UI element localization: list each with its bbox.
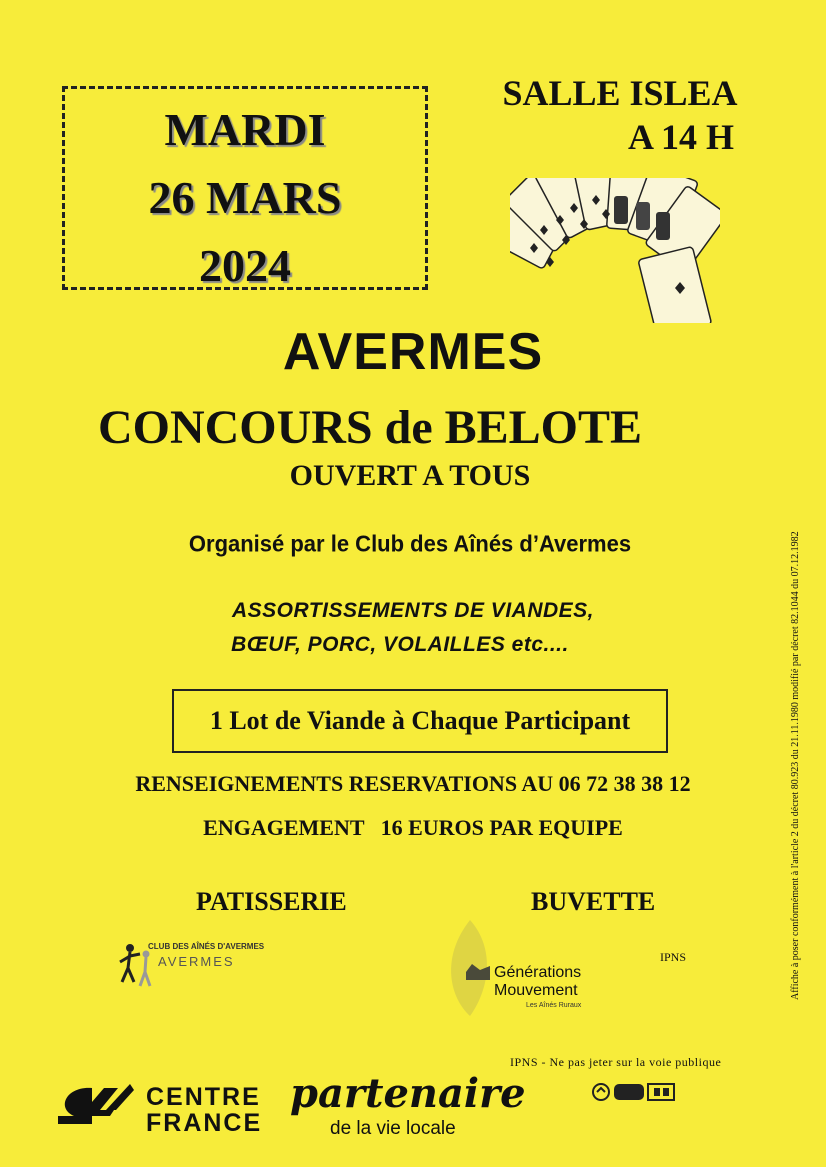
club-logo-town: AVERMES [158, 954, 235, 969]
generations-sub: Les Aînés Ruraux [526, 1002, 582, 1009]
generations-mouvement-logo [440, 918, 610, 1028]
date-box [62, 86, 428, 290]
prize-line-2: BŒUF, PORC, VOLAILLES etc.... [231, 633, 569, 656]
stall-buvette: BUVETTE [531, 887, 656, 916]
bank-logo-icon [52, 1080, 136, 1132]
event-subtitle: OUVERT A TOUS [289, 459, 531, 492]
playing-cards-icon [510, 178, 720, 323]
ipns-label: IPNS [660, 950, 687, 964]
generations-line-2: Mouvement [494, 982, 578, 999]
venue-name: SALLE ISLEA [502, 73, 738, 113]
partner-script: partenaire [290, 1070, 526, 1117]
prize-line-1: ASSORTISSEMENTS DE VIANDES, [231, 599, 594, 622]
partner-line-2: FRANCE [146, 1109, 263, 1137]
date-day-month: 26 MARS [148, 172, 342, 223]
legal-side-text: Affiche à poser conformément à l'article 2 du décret 80.923 du 21.11.1980 modifié par décret 82.1044 du 07.12.1982 [790, 531, 801, 1000]
club-logo [118, 938, 278, 988]
organizer-line: Organisé par le Club des Aînés d’Avermes [188, 530, 632, 557]
leaf-icon [440, 918, 500, 1018]
reservations-line: RENSEIGNEMENTS RESERVATIONS AU 06 72 38 38 12 [135, 771, 691, 796]
fee-line: ENGAGEMENT 16 EUROS PAR EQUIPE [203, 815, 623, 840]
partner-sub: de la vie locale [330, 1118, 456, 1139]
recycling-icons [592, 1082, 676, 1102]
partner-line-1: CENTRE [146, 1083, 261, 1111]
event-title: CONCOURS de BELOTE [97, 401, 643, 454]
generations-line-1: Générations [494, 964, 582, 981]
date-year: 2024 [199, 240, 291, 291]
stall-patisserie: PATISSERIE [196, 887, 347, 916]
club-logo-name: CLUB DES AÎNÉS D'AVERMES [148, 942, 265, 951]
ipns-note: IPNS - Ne pas jeter sur la voie publique [510, 1055, 722, 1069]
venue-time: A 14 H [628, 117, 735, 157]
lot-box: 1 Lot de Viande à Chaque Participant [172, 689, 668, 753]
date-day: MARDI [164, 104, 326, 155]
town-name: AVERMES [282, 323, 544, 381]
